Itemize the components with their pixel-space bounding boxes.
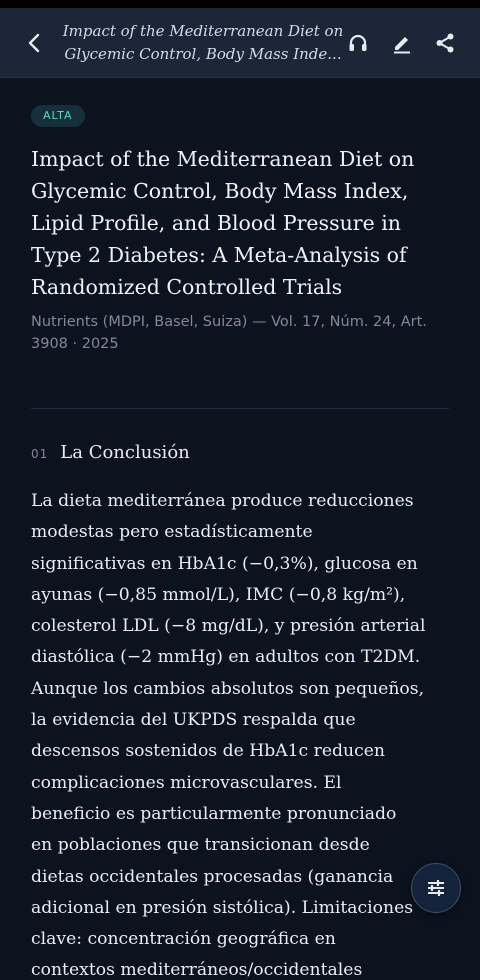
body-line: adicional en presión sistólica). Limitaciones [31, 897, 414, 918]
level-badge: ALTA [31, 105, 85, 127]
divider [31, 408, 449, 409]
app-bar-title-line-1: Impact of the Mediterranean Diet on [62, 22, 344, 40]
body-line: Aunque los cambios absolutos son pequeños, [31, 678, 425, 699]
section-title: La Conclusión [60, 442, 190, 463]
status-bar [0, 0, 480, 8]
section-body [31, 486, 451, 980]
body-line: ayunas (−0,85 mmol/L), IMC (−0,8 kg/m²), [31, 584, 406, 605]
reading-settings-button[interactable] [411, 863, 461, 913]
body-line: la evidencia del UKPDS respalda que [31, 710, 356, 731]
pencil-icon [391, 32, 413, 54]
chevron-left-icon [27, 33, 41, 53]
headphones-icon [347, 32, 369, 54]
body-line: colesterol LDL (−8 mg/dL), y presión arterial [31, 616, 426, 637]
body-line: descensos sostenidos de HbA1c reducen [31, 741, 385, 762]
body-line: modestas pero estadísticamente [31, 522, 313, 543]
body-line: significativas en HbA1c (−0,3%), glucosa en [31, 553, 418, 574]
app-bar [0, 8, 480, 78]
app-bar-title [58, 20, 348, 66]
app-bar-title-line-2: Glycemic Control, Body Mass Inde... [64, 45, 342, 63]
share-button[interactable] [431, 30, 459, 56]
edit-button[interactable] [388, 30, 416, 56]
body-line: diastólica (−2 mmHg) en adultos con T2DM. [31, 647, 421, 668]
body-line: en poblaciones que transicionan desde [31, 835, 370, 856]
share-icon [434, 32, 456, 54]
article-citation: Nutrients (MDPI, Basel, Suiza) — Vol. 17, Núm. 24, Art. 3908 · 2025 [31, 314, 427, 352]
sliders-icon [426, 879, 446, 897]
listen-button[interactable] [344, 30, 372, 56]
section-number: 01 [31, 447, 49, 461]
body-line: La dieta mediterránea produce reducciones [31, 491, 414, 511]
body-line: clave: concentración geográfica en [31, 929, 336, 950]
back-button[interactable] [18, 28, 50, 58]
body-line: dietas occidentales procesadas (ganancia [31, 866, 394, 887]
section-header [31, 442, 190, 468]
body-line: beneficio es particularmente pronunciado [31, 803, 397, 824]
article-title: Impact of the Mediterranean Diet on Glycemic Control, Body Mass Index, Lipid Profile, and Blood Pressure in Type 2 Diabetes: A Meta-Analysis of Randomized Controlled Trials [31, 147, 415, 299]
body-line: contextos mediterráneos/occidentales [31, 960, 363, 980]
body-line: complicaciones microvasculares. El [31, 772, 342, 793]
